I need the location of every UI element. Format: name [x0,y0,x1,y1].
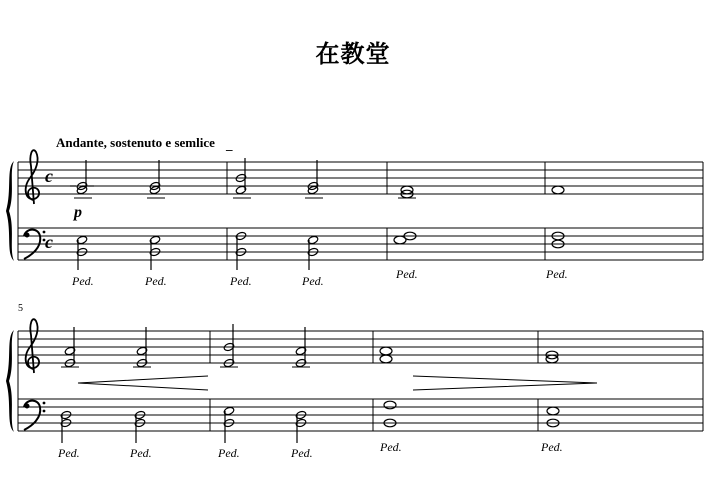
brace-1 [6,161,14,261]
measure-number: 5 [18,303,23,314]
treble-clef-2 [26,319,39,373]
pedal-mark: Ped. [218,446,240,460]
bass-staff-2 [18,399,703,431]
score-title: 在教堂 [315,40,391,68]
common-time-bass-1: c [45,232,53,252]
tempo-dash: _ [226,137,233,152]
pedal-mark: Ped. [230,274,252,288]
treble-clef-1 [26,150,39,204]
pedal-mark: Ped. [145,274,167,288]
crescendo-hairpins [78,376,597,390]
pedal-mark: Ped. [58,446,80,460]
decrescendo-1 [78,376,208,390]
treble-staff-1 [18,162,703,194]
pedal-mark: Ped. [130,446,152,460]
pedal-mark: Ped. [546,267,568,281]
treble-staff-2 [18,331,703,363]
decrescendo-2 [413,376,597,390]
bass-staff-1 [18,228,703,260]
dynamic-mark: p [74,204,82,221]
pedal-mark: Ped. [302,274,324,288]
pedal-mark: Ped. [396,267,418,281]
tempo-marking: Andante, sostenuto e semlice [56,135,215,150]
common-time-treble-1: c [45,166,53,186]
pedal-mark: Ped. [291,446,313,460]
pedal-mark: Ped. [380,440,402,454]
bass-chords-1 [76,231,564,270]
pedal-mark: Ped. [541,440,563,454]
brace-2 [6,330,14,432]
pedal-mark: Ped. [72,274,94,288]
